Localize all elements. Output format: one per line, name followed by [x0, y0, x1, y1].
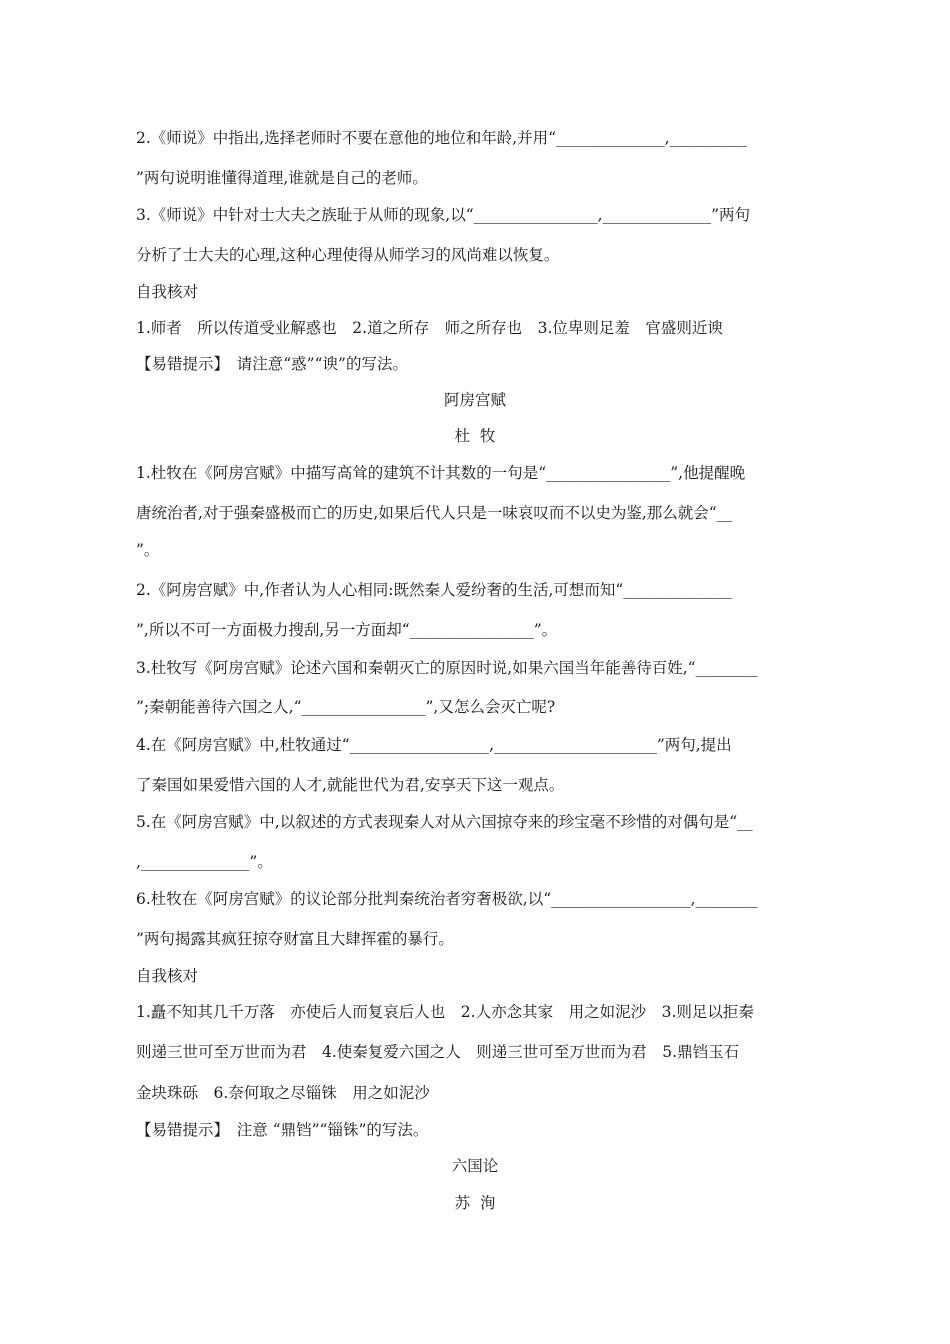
- shishuo-answers: 1.师者 所以传道受业解惑也 2.道之所存 师之所存也 3.位卑则足羞 官盛则近谀: [136, 319, 723, 337]
- liuguolun-author: 苏 洵: [454, 1194, 496, 1212]
- liuguolun-title: 六国论: [451, 1157, 499, 1175]
- afanggong-author: 杜 牧: [454, 427, 496, 445]
- shishuo-q3-line1: 3.《师说》中针对士大夫之族耻于从师的现象,以“________________,______________”两句: [136, 206, 750, 224]
- shishuo-q3-line2: 分析了士大夫的心理,这种心理使得从师学习的风尚难以恢复。: [136, 246, 560, 264]
- afanggong-q6-line2: ”两句揭露其疯狂掠夺财富且大肆挥霍的暴行。: [136, 930, 454, 948]
- afanggong-q3-line1: 3.杜牧写《阿房宫赋》论述六国和秦朝灭亡的原因时说,如果六国当年能善待百姓,“________: [136, 659, 758, 677]
- afanggong-answers-line3: 金块珠砾 6.奈何取之尽锱铢 用之如泥沙: [136, 1084, 430, 1102]
- shishuo-q2-line2: ”两句说明谁懂得道理,谁就是自己的老师。: [136, 169, 428, 187]
- afanggong-q5-line2: ,______________”。: [136, 853, 273, 871]
- afanggong-title: 阿房宫赋: [443, 391, 506, 409]
- shishuo-tip: 【易错提示】 请注意“惑”“谀”的写法。: [136, 355, 408, 373]
- self-check-heading: 自我核对: [136, 967, 199, 985]
- afanggong-tip: 【易错提示】 注意 “鼎铛”“锱铢”的写法。: [136, 1121, 429, 1139]
- afanggong-q5-line1: 5.在《阿房宫赋》中,以叙述的方式表现秦人对从六国掠夺来的珍宝毫不珍惜的对偶句是“__: [136, 813, 753, 831]
- afanggong-q2-line2: ”,所以不可一方面极力搜刮,另一方面却“________________”。: [136, 621, 558, 639]
- afanggong-answers-line1: 1.矗不知其几千万落 亦使后人而复哀后人也 2.人亦念其家 用之如泥沙 3.则足以拒秦: [136, 1003, 754, 1021]
- afanggong-q6-line1: 6.杜牧在《阿房宫赋》的议论部分批判秦统治者穷奢极欲,以“__________________,________: [136, 890, 758, 908]
- afanggong-q1-line2: 唐统治者,对于强秦盛极而亡的历史,如果后代人只是一味哀叹而不以史为鉴,那么就会“__: [136, 504, 733, 522]
- afanggong-q4-line1: 4.在《阿房宫赋》中,杜牧通过“__________________,_____________________”两句,提出: [136, 736, 732, 754]
- shishuo-q2-line1: 2.《师说》中指出,选择老师时不要在意他的地位和年龄,并用“______________,__________: [136, 129, 747, 147]
- afanggong-q1-line1: 1.杜牧在《阿房宫赋》中描写高耸的建筑不计其数的一句是“________________”,他提醒晚: [136, 464, 746, 482]
- self-check-heading: 自我核对: [136, 283, 199, 301]
- afanggong-q3-line2: ”;秦朝能善待六国之人,“________________”,又怎么会灭亡呢?: [136, 698, 556, 716]
- afanggong-q1-line3: ”。: [136, 541, 160, 559]
- afanggong-answers-line2: 则递三世可至万世而为君 4.使秦复爱六国之人 则递三世可至万世而为君 5.鼎铛玉石: [136, 1043, 740, 1061]
- afanggong-q2-line1: 2.《阿房宫赋》中,作者认为人心相同:既然秦人爱纷奢的生活,可想而知“______________: [136, 581, 732, 599]
- afanggong-q4-line2: 了秦国如果爱惜六国的人才,就能世代为君,安享天下这一观点。: [136, 776, 565, 794]
